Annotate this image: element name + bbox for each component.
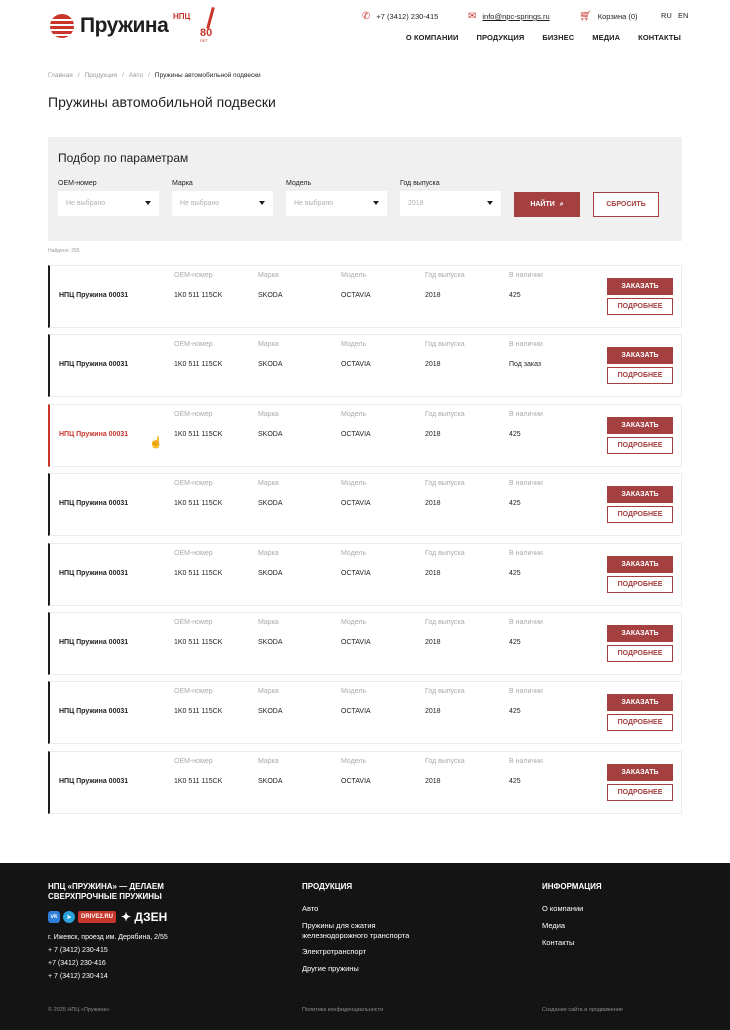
column-value-stock: 425 (509, 430, 521, 438)
column-header-oem: OEM-номер (174, 341, 213, 349)
order-button[interactable]: ЗАКАЗАТЬ (607, 625, 673, 642)
product-col-brand (258, 341, 283, 368)
breadcrumb-current: Пружины автомобильной подвески (154, 72, 261, 79)
filter-panel (48, 137, 682, 241)
breadcrumb-auto[interactable]: Авто (128, 72, 144, 79)
product-col-brand (258, 550, 283, 577)
details-button[interactable]: ПОДРОБНЕЕ (607, 437, 673, 454)
footer-info-title: ИНФОРМАЦИЯ (542, 882, 602, 891)
logo-npc-label: НПЦ (173, 12, 191, 21)
product-col-oem (174, 411, 222, 438)
search-icon: ⌕ (559, 200, 564, 208)
site-logo[interactable] (50, 7, 225, 45)
logo-text: Пружина (80, 14, 169, 37)
product-col-year (425, 688, 465, 715)
column-header-oem: OEM-номер (174, 619, 213, 626)
product-item[interactable] (48, 334, 682, 397)
column-value-year: 2018 (425, 708, 441, 716)
product-col-model (341, 688, 371, 715)
chevron-down-icon (259, 201, 265, 205)
main-nav (406, 33, 681, 42)
column-header-stock: В наличии (509, 549, 543, 557)
breadcrumb (48, 72, 261, 79)
drive2-link[interactable]: DRIVE2.RU (78, 911, 116, 923)
column-value-brand: SKODA (258, 569, 283, 577)
product-col-oem (174, 619, 222, 646)
footer-link-contacts[interactable]: Контакты (542, 938, 575, 947)
chevron-down-icon (487, 201, 493, 205)
filter-model-label: Модель (286, 180, 312, 187)
filter-year (400, 180, 501, 216)
lang-en[interactable]: EN (677, 11, 689, 20)
product-col-year (425, 480, 465, 507)
footer-phone[interactable]: + 7 (3412) 230-414 (48, 973, 108, 980)
privacy-link[interactable]: Политика конфиденциальности (302, 1007, 384, 1013)
column-value-brand: SKODA (258, 361, 283, 369)
filter-title: Подбор по параметрам (58, 151, 189, 165)
column-header-year: Год выпуска (425, 549, 465, 557)
column-header-brand: Марка (258, 549, 279, 557)
details-button[interactable]: ПОДРОБНЕЕ (607, 714, 673, 731)
column-value-year: 2018 (425, 361, 441, 369)
product-name[interactable]: НПЦ Пружина 00031 (59, 292, 129, 299)
product-item[interactable] (48, 681, 682, 744)
footer-phone[interactable]: + 7 (3412) 230-415 (48, 947, 108, 954)
order-button[interactable]: ЗАКАЗАТЬ (607, 486, 673, 503)
copyright: © 2025 НПЦ «Пружина» (48, 1007, 110, 1013)
product-col-stock (509, 619, 543, 646)
column-header-stock: В наличии (509, 619, 543, 626)
anniversary-text: ЛЕТ (200, 38, 208, 43)
details-button[interactable]: ПОДРОБНЕЕ (607, 576, 673, 593)
product-name[interactable]: НПЦ Пружина 00031 (59, 361, 129, 369)
product-col-brand (258, 411, 283, 438)
mouse-cursor-icon: ☝ (149, 437, 163, 449)
footer-link-about[interactable]: О компании (542, 904, 584, 913)
product-col-year (425, 272, 465, 299)
order-button[interactable]: ЗАКАЗАТЬ (607, 694, 673, 711)
breadcrumb-products[interactable]: Продукция (84, 72, 118, 79)
find-button[interactable] (514, 192, 580, 217)
filter-brand-value: Не выбрано (180, 200, 220, 207)
social-links (48, 910, 167, 924)
product-col-brand (258, 272, 283, 299)
column-value-stock: Под заказ (509, 361, 542, 369)
header-email-link[interactable]: info@npc-springs.ru (482, 12, 550, 21)
breadcrumb-separator: / (148, 72, 150, 79)
filter-brand-select[interactable] (172, 191, 273, 216)
column-header-oem: OEM-номер (174, 688, 213, 696)
column-header-brand: Марка (258, 410, 279, 418)
nav-contacts[interactable]: КОНТАКТЫ (638, 33, 681, 42)
product-col-stock (509, 688, 543, 715)
column-value-oem: 1K0 511 115CK (174, 361, 223, 369)
product-col-oem (174, 341, 222, 368)
column-value-brand: SKODA (258, 708, 283, 716)
cart-label: Корзина (0) (597, 12, 638, 21)
anniversary-number: 80 (200, 27, 213, 39)
column-header-model: Модель (341, 757, 367, 765)
product-col-brand (258, 688, 283, 715)
column-value-model: OCTAVIA (341, 777, 371, 785)
header-cart[interactable] (579, 11, 638, 22)
column-value-year: 2018 (425, 639, 441, 646)
column-value-stock: 425 (509, 500, 521, 508)
header-phone[interactable] (362, 11, 438, 22)
column-value-brand: SKODA (258, 639, 283, 646)
column-header-stock: В наличии (509, 688, 543, 696)
details-button[interactable]: ПОДРОБНЕЕ (607, 784, 673, 801)
filter-brand-label: Марка (172, 180, 193, 187)
column-value-model: OCTAVIA (341, 500, 371, 508)
product-col-stock (509, 411, 543, 438)
column-header-model: Модель (341, 341, 367, 349)
cart-icon: 🛒︎ (579, 11, 592, 22)
column-value-oem: 1K0 511 115CK (174, 708, 223, 716)
product-col-year (425, 341, 465, 368)
product-name[interactable]: НПЦ Пружина 00031 (59, 430, 129, 438)
column-value-oem: 1K0 511 115CK (174, 292, 223, 299)
order-button[interactable]: ЗАКАЗАТЬ (607, 556, 673, 573)
product-col-year (425, 550, 465, 577)
product-col-model (341, 341, 371, 368)
footer-link-railway[interactable]: Пружины для сжатия железнодорожного транспорта (302, 921, 410, 940)
footer-address: г. Ижевск, проезд им. Дерябина, 2/55 (48, 934, 168, 941)
product-col-brand (258, 619, 283, 646)
filter-oem-select[interactable] (58, 191, 159, 216)
column-header-stock: В наличии (509, 757, 543, 765)
column-value-stock: 425 (509, 639, 521, 646)
column-value-year: 2018 (425, 569, 441, 577)
product-col-brand (258, 480, 283, 507)
telegram-icon[interactable]: ➤ (63, 911, 75, 923)
column-header-oem: OEM-номер (174, 410, 213, 418)
footer-link-electric[interactable]: Электротранспорт (302, 947, 367, 956)
column-header-stock: В наличии (509, 480, 543, 488)
column-header-oem: OEM-номер (174, 480, 213, 488)
column-header-year: Год выпуска (425, 410, 465, 418)
column-value-brand: SKODA (258, 430, 283, 438)
column-header-brand: Марка (258, 480, 279, 488)
product-col-model (341, 411, 371, 438)
footer-link-other[interactable]: Другие пружины (302, 964, 359, 973)
page-title: Пружины автомобильной подвески (48, 94, 276, 110)
product-col-year (425, 619, 465, 646)
details-button[interactable]: ПОДРОБНЕЕ (607, 506, 673, 523)
product-col-brand (258, 758, 283, 785)
product-col-stock (509, 341, 543, 368)
breadcrumb-separator: / (77, 72, 80, 79)
column-value-year: 2018 (425, 777, 441, 785)
phone-icon: ✆ (362, 11, 371, 22)
product-name[interactable]: НПЦ Пружина 00031 (59, 708, 129, 716)
order-button[interactable]: ЗАКАЗАТЬ (607, 764, 673, 781)
column-header-brand: Марка (258, 619, 279, 626)
product-item[interactable] (48, 265, 682, 328)
reset-button-label: СБРОСИТЬ (606, 201, 646, 208)
site-footer (0, 863, 730, 1030)
product-name[interactable]: НПЦ Пружина 00031 (59, 777, 129, 785)
header-email[interactable] (468, 11, 550, 22)
column-value-stock: 425 (509, 569, 521, 577)
breadcrumb-home[interactable]: Главная (48, 72, 73, 79)
column-value-model: OCTAVIA (341, 430, 371, 438)
reset-button[interactable] (593, 192, 659, 217)
column-header-year: Год выпуска (425, 619, 465, 626)
column-header-oem: OEM-номер (174, 757, 213, 765)
find-button-label: НАЙТИ (530, 201, 555, 208)
product-item[interactable] (48, 473, 682, 536)
column-header-oem: OEM-номер (174, 549, 213, 557)
product-col-model (341, 272, 371, 299)
footer-slogan: НПЦ «ПРУЖИНА» — ДЕЛАЕМ СВЕРХПРОЧНЫЕ ПРУЖИНЫ (48, 882, 164, 901)
column-value-oem: 1K0 511 115CK (174, 430, 223, 438)
filter-year-value: 2018 (408, 200, 424, 207)
column-value-oem: 1K0 511 115CK (174, 777, 223, 785)
anniversary-badge (200, 7, 222, 43)
vk-icon[interactable]: vk (48, 911, 60, 923)
filter-oem-label: OEM-номер (58, 180, 97, 187)
filter-year-label: Год выпуска (400, 180, 440, 187)
product-item[interactable] (48, 751, 682, 814)
column-value-oem: 1K0 511 115CK (174, 500, 223, 508)
product-col-stock (509, 272, 543, 299)
footer-products-title: ПРОДУКЦИЯ (302, 882, 353, 891)
product-item[interactable] (48, 404, 682, 467)
product-name[interactable]: НПЦ Пружина 00031 (59, 500, 129, 508)
language-switch (661, 11, 692, 20)
column-header-year: Год выпуска (425, 757, 465, 765)
column-value-brand: SKODA (258, 292, 283, 299)
column-value-stock: 425 (509, 292, 521, 299)
filter-year-select[interactable] (400, 191, 501, 216)
found-count: Найдено: 255 (48, 248, 80, 254)
column-header-stock: В наличии (509, 341, 543, 349)
product-name[interactable]: НПЦ Пружина 00031 (59, 569, 129, 577)
footer-link-media[interactable]: Медиа (542, 921, 566, 930)
filter-model-value: Не выбрано (294, 200, 334, 207)
column-header-brand: Марка (258, 341, 279, 349)
column-value-model: OCTAVIA (341, 569, 371, 577)
filter-brand (172, 180, 273, 216)
column-header-model: Модель (341, 410, 367, 418)
column-value-oem: 1K0 511 115CK (174, 639, 223, 646)
column-header-brand: Марка (258, 688, 279, 696)
column-value-stock: 425 (509, 708, 521, 716)
column-header-brand: Марка (258, 272, 279, 279)
details-button[interactable]: ПОДРОБНЕЕ (607, 645, 673, 662)
column-header-brand: Марка (258, 757, 279, 765)
header-phone-text: +7 (3412) 230-415 (376, 12, 439, 21)
nav-business[interactable]: БИЗНЕС (542, 33, 575, 42)
column-value-oem: 1K0 511 115CK (174, 569, 223, 577)
column-value-model: OCTAVIA (341, 361, 371, 369)
column-header-model: Модель (341, 688, 367, 696)
column-header-stock: В наличии (509, 272, 543, 279)
product-col-model (341, 550, 371, 577)
column-value-brand: SKODA (258, 500, 283, 508)
breadcrumb-separator: / (122, 72, 124, 79)
details-button[interactable]: ПОДРОБНЕЕ (607, 367, 673, 384)
product-name[interactable]: НПЦ Пружина 00031 (59, 639, 129, 646)
column-header-model: Модель (341, 480, 367, 488)
footer-phone[interactable]: +7 (3412) 230-416 (48, 960, 106, 967)
column-header-model: Модель (341, 619, 367, 626)
filter-model-select[interactable] (286, 191, 387, 216)
nav-products[interactable]: ПРОДУКЦИЯ (476, 33, 525, 42)
column-value-model: OCTAVIA (341, 708, 371, 716)
product-col-model (341, 619, 371, 646)
order-button[interactable]: ЗАКАЗАТЬ (607, 417, 673, 434)
column-value-year: 2018 (425, 430, 441, 438)
product-col-oem (174, 688, 222, 715)
column-value-year: 2018 (425, 500, 441, 508)
column-value-year: 2018 (425, 292, 441, 299)
column-header-year: Год выпуска (425, 688, 465, 696)
chevron-down-icon (145, 201, 151, 205)
order-button[interactable]: ЗАКАЗАТЬ (607, 347, 673, 364)
lang-ru[interactable]: RU (661, 11, 672, 20)
column-header-model: Модель (341, 272, 367, 279)
column-value-model: OCTAVIA (341, 292, 371, 299)
column-header-oem: OEM-номер (174, 272, 213, 279)
filter-oem (58, 180, 159, 216)
product-col-year (425, 758, 465, 785)
column-header-year: Год выпуска (425, 272, 465, 279)
logo-ball-icon (50, 14, 74, 38)
column-header-year: Год выпуска (425, 341, 465, 349)
nav-media[interactable]: МЕДИА (592, 33, 621, 42)
product-col-stock (509, 550, 543, 577)
product-col-oem (174, 480, 222, 507)
product-item[interactable] (48, 612, 682, 675)
filter-model (286, 180, 387, 216)
made-by-link[interactable]: Создание сайта и продвижение (542, 1007, 623, 1013)
footer-link-auto[interactable]: Авто (302, 904, 319, 913)
chevron-down-icon (373, 201, 379, 205)
column-value-stock: 425 (509, 777, 521, 785)
column-value-brand: SKODA (258, 777, 283, 785)
product-col-stock (509, 758, 543, 785)
nav-about[interactable]: О КОМПАНИИ (405, 33, 459, 42)
product-col-year (425, 411, 465, 438)
site-header (0, 0, 730, 55)
product-col-oem (174, 550, 222, 577)
column-header-model: Модель (341, 549, 367, 557)
column-header-year: Год выпуска (425, 480, 465, 488)
dzen-link[interactable]: ✦ ДЗЕН (121, 910, 168, 924)
details-button[interactable]: ПОДРОБНЕЕ (607, 298, 673, 315)
filter-oem-value: Не выбрано (66, 200, 106, 207)
product-col-oem (174, 758, 222, 785)
mail-icon: ✉ (468, 11, 477, 22)
product-col-model (341, 758, 371, 785)
product-col-stock (509, 480, 543, 507)
order-button[interactable]: ЗАКАЗАТЬ (607, 278, 673, 295)
product-item[interactable] (48, 543, 682, 606)
product-col-oem (174, 272, 222, 299)
product-col-model (341, 480, 371, 507)
column-header-stock: В наличии (509, 410, 543, 418)
column-value-model: OCTAVIA (341, 639, 371, 646)
